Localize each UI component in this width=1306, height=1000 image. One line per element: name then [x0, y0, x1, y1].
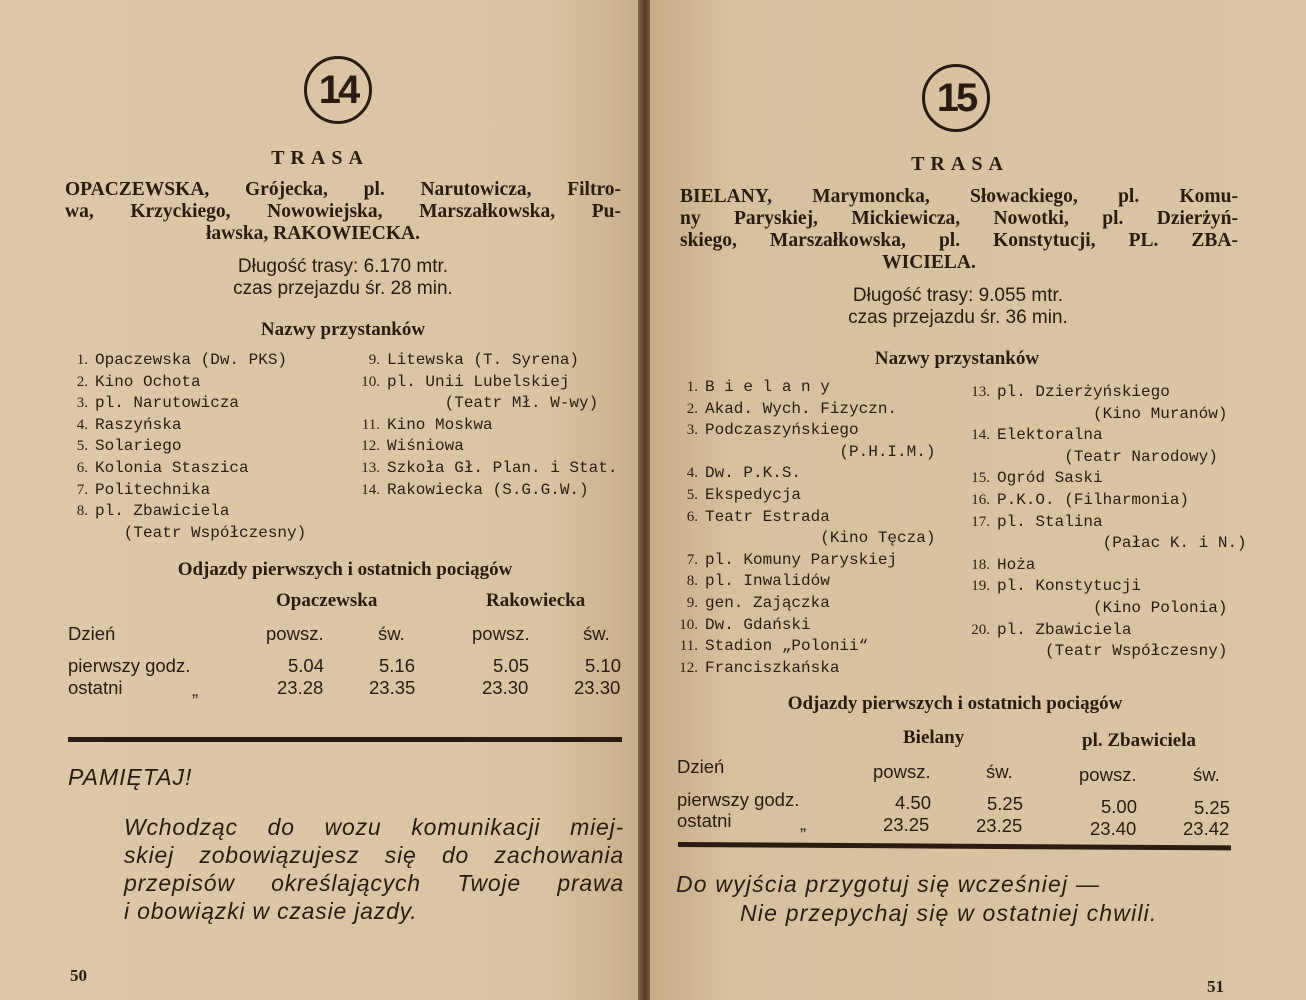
- stop-number: 7.: [76, 481, 88, 498]
- stop-item: [352, 480, 617, 502]
- notice-line: skiej zobowiązujesz się do zachowania: [124, 842, 624, 868]
- stop-item: [962, 404, 1247, 426]
- cell-last-1: 23.25: [883, 814, 930, 835]
- stop-item: [352, 372, 617, 394]
- stop-name: (Kino Tęcza): [705, 529, 936, 548]
- page-number: 50: [70, 966, 87, 985]
- notice-line: Nie przepychaj się w ostatniej chwili.: [740, 900, 1158, 926]
- route-description: [680, 186, 1238, 274]
- stop-number: 16.: [971, 491, 990, 508]
- stop-item: [62, 372, 306, 394]
- notice-title: PAMIĘTAJ!: [68, 764, 193, 790]
- stop-item: [962, 382, 1247, 404]
- stop-number: 10.: [361, 373, 380, 390]
- stop-name: Politechnika: [95, 480, 211, 499]
- stop-name: pl. Komuny Paryskiej: [705, 550, 898, 569]
- stop-name: (Pałac K. i N.): [997, 534, 1247, 553]
- stop-item: [352, 458, 617, 480]
- line-number-badge: [304, 56, 372, 124]
- departures-header: Odjazdy pierwszych i ostatnich pociągów: [177, 559, 513, 580]
- stop-name: B i e l a n y: [705, 378, 830, 396]
- stop-name: pl. Konstytucji: [997, 577, 1142, 596]
- route-line: WICIELA.: [882, 252, 976, 273]
- cell-last-2: 23.35: [369, 677, 416, 698]
- stop-number: 17.: [971, 513, 990, 530]
- stop-name: gen. Zajączka: [705, 593, 830, 612]
- stop-name: Dw. Gdański: [705, 615, 811, 634]
- stop-number: 2.: [76, 373, 88, 390]
- route-line: skiego, Marszałkowska, pl. Konstytucji, PL. ZBA-: [680, 230, 1238, 251]
- day-label: Dzień: [68, 623, 116, 644]
- notice-text: [676, 870, 1158, 928]
- departures-header: Odjazdy pierwszych i ostatnich pociągów: [787, 693, 1123, 714]
- cell-last-4: 23.30: [574, 677, 621, 698]
- trasa-label: TRASA: [271, 147, 369, 169]
- stop-number: 3.: [76, 395, 88, 412]
- stop-name: Teatr Estrada: [705, 507, 830, 526]
- stop-item: [62, 415, 306, 437]
- stop-number: 14.: [361, 481, 380, 498]
- stop-number: 12.: [679, 659, 698, 676]
- stop-name: (Teatr Współczesny): [95, 523, 307, 542]
- cell-last-4: 23.42: [1183, 818, 1230, 839]
- cell-first-4: 5.10: [585, 655, 622, 676]
- stop-item: [962, 512, 1247, 534]
- stop-name: Hoża: [997, 555, 1036, 574]
- stop-name: pl. Dzierżyńskiego: [997, 383, 1170, 401]
- stop-number: 3.: [686, 422, 698, 439]
- stop-number: 1.: [76, 352, 88, 368]
- stop-name: Raszyńska: [95, 415, 182, 434]
- terminal-a: Opaczewska: [276, 590, 378, 611]
- terminal-a: Bielany: [903, 727, 965, 748]
- stop-number: 13.: [971, 384, 990, 400]
- stop-name: Litewska (T. Syrena): [387, 351, 580, 369]
- notice-line: Wchodząc do wozu komunikacji miej-: [124, 814, 624, 840]
- col-sw-a: św.: [986, 761, 1013, 782]
- stop-item: [962, 576, 1247, 598]
- line-number: 14: [318, 67, 358, 112]
- stop-number: 8.: [76, 503, 88, 520]
- stop-item: [672, 420, 935, 442]
- route-length: [710, 285, 1206, 329]
- stop-name: pl. Stalina: [997, 512, 1103, 531]
- notice-text: [124, 813, 624, 925]
- stops-column-2: [352, 350, 617, 501]
- stop-name: Dw. P.K.S.: [705, 464, 802, 483]
- stop-name: Kino Ochota: [95, 372, 201, 391]
- stop-name: pl. Zbawiciela: [95, 502, 230, 521]
- stop-item: [62, 436, 306, 458]
- stop-item: [672, 615, 935, 637]
- stop-item: [62, 350, 306, 372]
- ditto-mark: „: [192, 679, 199, 700]
- cell-first-3: 5.00: [1101, 796, 1138, 817]
- stop-name: pl. Zbawiciela: [997, 620, 1132, 639]
- stop-item: [352, 436, 617, 458]
- stop-item: [62, 393, 306, 415]
- stop-name: Franciszkańska: [705, 658, 840, 677]
- stop-name: Opaczewska (Dw. PKS): [95, 351, 288, 369]
- divider-rule: [678, 842, 1231, 850]
- stop-item: [352, 393, 617, 415]
- line-number: 15: [936, 75, 976, 120]
- departures-table: [0, 590, 640, 710]
- stop-number: 8.: [686, 573, 698, 590]
- route-line: OPACZEWSKA, Grójecka, pl. Narutowicza, Filtro-: [65, 179, 621, 200]
- stop-number: 4.: [686, 465, 698, 482]
- stop-item: [672, 636, 935, 658]
- day-label: Dzień: [677, 756, 725, 777]
- page-left: [0, 0, 640, 1000]
- stop-number: 10.: [679, 616, 698, 633]
- stop-name: Solariego: [95, 437, 182, 456]
- route-description: [65, 179, 621, 245]
- stop-name: (P.H.I.M.): [705, 442, 936, 461]
- stop-item: [962, 620, 1247, 642]
- stop-item: [962, 533, 1247, 555]
- notice-line: i obowiązki w czasie jazdy.: [124, 898, 418, 924]
- cell-last-3: 23.30: [482, 677, 529, 698]
- stop-item: [672, 485, 935, 507]
- stop-name: Elektoralna: [997, 426, 1103, 445]
- stops-column-1: [62, 350, 306, 544]
- stop-number: 1.: [686, 379, 698, 395]
- col-powsz-b: powsz.: [1079, 764, 1137, 785]
- stop-item: [672, 377, 935, 399]
- stop-name: Szkoła Gł. Plan. i Stat.: [387, 458, 618, 477]
- stop-item: [672, 593, 935, 615]
- stops-header: Nazwy przystanków: [260, 319, 426, 340]
- row-last-label: ostatni: [677, 810, 732, 831]
- stop-item: [352, 415, 617, 437]
- cell-first-2: 5.16: [379, 655, 416, 676]
- stop-name: Stadion „Polonii“: [705, 637, 869, 656]
- stop-item: [962, 447, 1247, 469]
- stop-number: 14.: [971, 427, 990, 444]
- stops-column-1: [672, 377, 935, 679]
- stop-name: (Kino Muranów): [997, 404, 1228, 423]
- notice-line: przepisów określających Twoje prawa: [124, 870, 624, 896]
- cell-first-4: 5.25: [1194, 797, 1231, 818]
- col-sw-b: św.: [583, 623, 610, 644]
- stop-number: 12.: [361, 438, 380, 455]
- stop-name: P.K.O. (Filharmonia): [997, 490, 1190, 509]
- stop-item: [962, 490, 1247, 512]
- stop-name: Kolonia Staszica: [95, 458, 249, 477]
- stop-item: [672, 658, 935, 680]
- route-line: BIELANY, Marymoncka, Słowackiego, pl. Komu-: [680, 186, 1238, 207]
- stop-number: 11.: [679, 638, 698, 655]
- stop-item: [672, 571, 935, 593]
- length-text: Długość trasy: 9.055 mtr.: [852, 285, 1064, 306]
- stop-number: 5.: [76, 438, 88, 455]
- stop-name: Ekspedycja: [705, 485, 802, 504]
- ditto-mark: „: [800, 813, 807, 834]
- stop-name: pl. Unii Lubelskiej: [387, 372, 570, 391]
- stop-number: 2.: [686, 400, 698, 417]
- cell-first-2: 5.25: [987, 793, 1024, 814]
- stop-item: [962, 598, 1247, 620]
- col-sw-b: św.: [1193, 764, 1220, 785]
- stop-number: 11.: [361, 416, 380, 433]
- length-text: Długość trasy: 6.170 mtr.: [237, 256, 449, 277]
- stop-name: pl. Narutowicza: [95, 394, 240, 413]
- cell-first-1: 4.50: [895, 792, 932, 813]
- stop-number: 4.: [76, 416, 88, 433]
- stop-name: Podczaszyńskiego: [705, 421, 859, 440]
- stop-item: [672, 399, 935, 421]
- stop-name: (Teatr Narodowy): [997, 447, 1218, 466]
- terminal-b: Rakowiecka: [486, 590, 586, 611]
- cell-first-3: 5.05: [493, 655, 530, 676]
- stop-number: 18.: [971, 556, 990, 573]
- page-right: [650, 0, 1306, 1000]
- stop-item: [672, 442, 935, 464]
- stop-item: [672, 463, 935, 485]
- stop-item: [962, 555, 1247, 577]
- route-length: [100, 256, 586, 300]
- stop-item: [352, 350, 617, 372]
- row-first-label: pierwszy godz.: [677, 789, 800, 810]
- stop-item: [962, 641, 1247, 663]
- col-powsz-a: powsz.: [266, 623, 324, 644]
- route-line: wa, Krzyckiego, Nowowiejska, Marszałkowska, Pu-: [65, 201, 621, 222]
- cell-last-3: 23.40: [1090, 818, 1137, 839]
- cell-last-2: 23.25: [976, 815, 1023, 836]
- notice-line: Do wyjścia przygotuj się wcześniej —: [676, 871, 1101, 897]
- stop-item: [62, 523, 306, 545]
- col-powsz-a: powsz.: [873, 761, 931, 782]
- row-first-label: pierwszy godz.: [68, 655, 191, 676]
- stop-number: 6.: [686, 508, 698, 525]
- stop-number: 7.: [686, 551, 698, 568]
- col-powsz-b: powsz.: [472, 623, 530, 644]
- stop-item: [672, 550, 935, 572]
- stop-number: 19.: [971, 578, 990, 595]
- stop-item: [62, 458, 306, 480]
- duration-text: czas przejazdu śr. 28 min.: [233, 278, 453, 299]
- stop-item: [962, 468, 1247, 490]
- stop-name: pl. Inwalidów: [705, 572, 830, 591]
- stop-number: 15.: [971, 470, 990, 487]
- line-number-badge: [922, 64, 990, 132]
- stop-number: 5.: [686, 486, 698, 503]
- stop-number: 20.: [971, 621, 990, 638]
- row-last-label: ostatni: [68, 677, 123, 698]
- cell-first-1: 5.04: [288, 655, 325, 676]
- trasa-label: TRASA: [911, 153, 1009, 175]
- stop-name: (Kino Polonia): [997, 598, 1228, 617]
- stop-item: [962, 425, 1247, 447]
- stop-number: 9.: [368, 352, 380, 368]
- col-sw-a: św.: [378, 623, 405, 644]
- stop-name: Ogród Saski: [997, 469, 1103, 488]
- route-line: ławska, RAKOWIECKA.: [206, 223, 420, 244]
- stop-item: [672, 507, 935, 529]
- stop-name: Akad. Wych. Fizyczn.: [705, 399, 898, 418]
- stop-name: Wiśniowa: [387, 437, 464, 456]
- stop-number: 13.: [361, 459, 380, 476]
- route-line: ny Paryskiej, Mickiewicza, Nowotki, pl. Dzierżyń-: [680, 208, 1238, 229]
- stop-item: [672, 528, 935, 550]
- stops-column-2: [962, 382, 1247, 663]
- stop-name: (Teatr Mł. W-wy): [387, 394, 599, 413]
- stop-name: (Teatr Współczesny): [997, 642, 1228, 661]
- stop-name: Kino Moskwa: [387, 415, 493, 434]
- stop-name: Rakowiecka (S.G.G.W.): [387, 480, 589, 499]
- departures-table: [650, 727, 1306, 842]
- stops-header: Nazwy przystanków: [874, 348, 1040, 369]
- duration-text: czas przejazdu śr. 36 min.: [848, 307, 1068, 328]
- page-number: 51: [1207, 977, 1224, 996]
- stop-number: 6.: [76, 459, 88, 476]
- divider-rule: [68, 737, 622, 742]
- terminal-b: pl. Zbawiciela: [1082, 730, 1197, 751]
- stop-number: 9.: [686, 594, 698, 611]
- cell-last-1: 23.28: [277, 677, 324, 698]
- stop-item: [62, 480, 306, 502]
- stop-item: [62, 501, 306, 523]
